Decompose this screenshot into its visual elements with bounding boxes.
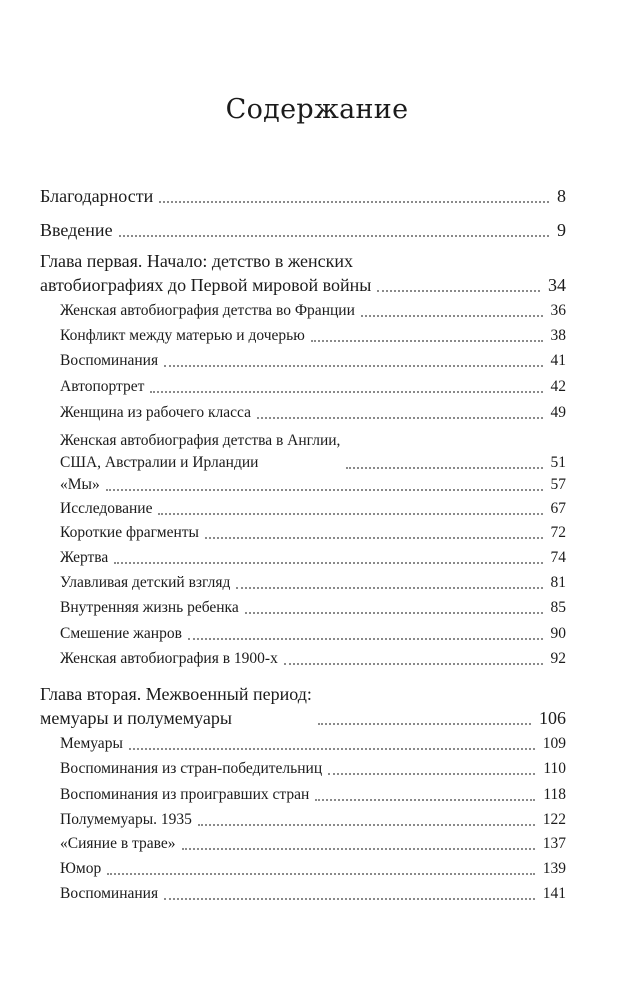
toc-entry-label: Конфликт между матерью и дочерью [60, 327, 305, 344]
toc-entry-label-line2: автобиографиях до Первой мировой войны [40, 275, 372, 295]
toc-entry-label: Женская автобиография детства во Франции [60, 302, 355, 319]
toc-page-number: 8 [557, 186, 566, 206]
dot-leader [158, 513, 542, 515]
toc-entry-label: «Сияние в траве» [60, 835, 176, 852]
toc-entry-label-line1: Глава первая. Начало: детство в женских [40, 251, 354, 271]
dot-leader [311, 340, 543, 342]
toc-page-number: 85 [550, 599, 566, 616]
toc-entry-chapter-1[interactable] [40, 249, 566, 297]
toc-entry-label: Полумемуары. 1935 [60, 811, 192, 828]
toc-entry-label [60, 430, 340, 474]
toc-entry[interactable] [60, 833, 566, 855]
toc-page-number: 9 [557, 220, 566, 240]
toc-page-number: 110 [543, 760, 566, 777]
toc-entry[interactable] [60, 623, 566, 645]
dot-leader [346, 467, 542, 469]
toc-page-number: 109 [542, 735, 566, 752]
dot-leader [377, 290, 540, 292]
toc-entry-label-line2: мемуары и полумемуары [40, 708, 233, 728]
toc-entry-label: Женщина из рабочего класса [60, 404, 251, 421]
dot-leader [159, 201, 549, 203]
toc-entry[interactable] [60, 809, 566, 831]
toc-page-number: 137 [542, 835, 566, 852]
toc-entry[interactable] [60, 350, 566, 372]
dot-leader [284, 663, 543, 665]
toc-entry-label: Воспоминания из проигравших стран [60, 786, 310, 803]
toc-entry[interactable] [60, 648, 566, 670]
toc-page-number: 118 [543, 786, 566, 803]
toc-entry[interactable] [60, 376, 566, 398]
toc-entry-label: Исследование [60, 500, 153, 517]
toc-entry[interactable] [60, 474, 566, 496]
toc-entry-label-line1: Женская автобиография детства в Англии, [60, 432, 341, 449]
toc-entry-label: Смешение жанров [60, 625, 182, 642]
toc-page-number: 42 [550, 378, 566, 395]
toc-entry-label: «Мы» [60, 476, 100, 493]
toc-entry[interactable] [60, 522, 566, 544]
toc-entry[interactable] [60, 547, 566, 569]
toc-entry-label: Мемуары [60, 735, 123, 752]
page-title: Содержание [225, 94, 409, 125]
dot-leader [119, 235, 549, 237]
toc-entry-label: Женская автобиография в 1900-х [60, 650, 278, 667]
toc-page-number: 81 [550, 574, 566, 591]
toc-page-number: 67 [550, 500, 566, 517]
toc-entry-label: Воспоминания из стран-победительниц [60, 760, 323, 777]
toc-entry-label: Жертва [60, 549, 109, 566]
toc-page-number: 51 [550, 454, 566, 471]
dot-leader [257, 417, 543, 419]
toc-entry-introduction[interactable] [40, 218, 566, 242]
dot-leader [114, 562, 542, 564]
toc-page-number: 90 [550, 625, 566, 642]
dot-leader [107, 873, 535, 875]
toc-entry-label: Введение [40, 220, 113, 240]
toc-entry[interactable] [60, 300, 566, 322]
toc-page-number: 74 [550, 549, 566, 566]
dot-leader [328, 773, 535, 775]
toc-entry-label: Внутренняя жизнь ребенка [60, 599, 239, 616]
toc-entry-label: Воспоминания [60, 352, 159, 369]
toc-entry-label [40, 249, 371, 297]
toc-entry[interactable] [60, 784, 566, 806]
toc-page-number: 141 [542, 885, 566, 902]
toc-page-number: 92 [550, 650, 566, 667]
toc-page-number: 139 [542, 860, 566, 877]
toc-entry[interactable] [60, 858, 566, 880]
toc-entry-label-line1: Глава вторая. Межвоенный период: [40, 684, 312, 704]
toc-entry[interactable] [60, 597, 566, 619]
toc-page-number: 36 [550, 302, 566, 319]
toc-entry-label [40, 682, 312, 730]
toc-page-number: 106 [539, 708, 566, 728]
dot-leader [361, 315, 543, 317]
toc-entry[interactable] [60, 758, 566, 780]
toc-page-number: 49 [550, 404, 566, 421]
dot-leader [164, 898, 535, 900]
dot-leader [150, 391, 542, 393]
toc-page-number: 57 [550, 476, 566, 493]
toc-page-number: 122 [542, 811, 566, 828]
toc-page-number: 38 [550, 327, 566, 344]
dot-leader [198, 824, 535, 826]
toc-entry[interactable] [60, 325, 566, 347]
toc-entry-label: Улавливая детский взгляд [60, 574, 231, 591]
toc-page-number: 72 [550, 524, 566, 541]
toc-entry[interactable] [60, 498, 566, 520]
dot-leader [205, 537, 543, 539]
toc-entry[interactable] [60, 883, 566, 905]
dot-leader [188, 638, 543, 640]
toc-entry[interactable] [60, 572, 566, 594]
toc-entry-label: Короткие фрагменты [60, 524, 199, 541]
toc-page-number: 41 [550, 352, 566, 369]
dot-leader [182, 848, 535, 850]
toc-entry[interactable] [60, 430, 566, 474]
toc-entry-label: Юмор [60, 860, 102, 877]
toc-entry[interactable] [60, 733, 566, 755]
toc-entry-chapter-2[interactable] [40, 682, 566, 730]
toc-entry-label: Автопортрет [60, 378, 145, 395]
dot-leader [129, 748, 535, 750]
dot-leader [245, 612, 543, 614]
toc-entry-label: Воспоминания [60, 885, 159, 902]
dot-leader [318, 723, 531, 725]
toc-entry-label: Благодарности [40, 186, 154, 206]
toc-entry-acknowledgements[interactable] [40, 184, 566, 208]
toc-entry[interactable] [60, 402, 566, 424]
dot-leader [164, 365, 542, 367]
toc-page-number: 34 [548, 275, 566, 295]
toc-entry-label-line2: США, Австралии и Ирландии [60, 454, 259, 471]
dot-leader [106, 489, 543, 491]
dot-leader [315, 799, 535, 801]
dot-leader [236, 587, 542, 589]
